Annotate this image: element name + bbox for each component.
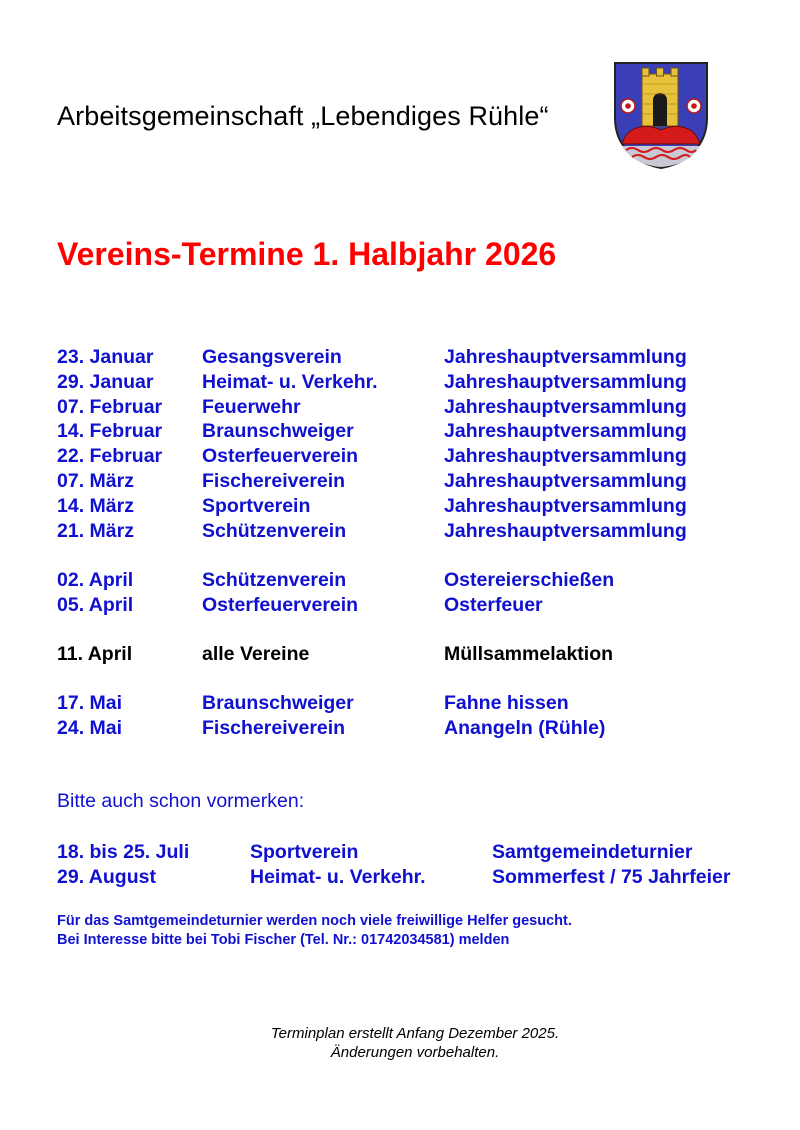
event-name: Jahreshauptversammlung [444, 370, 687, 393]
event-club: Feuerwehr [202, 395, 301, 418]
event-name: Fahne hissen [444, 692, 569, 714]
event-club: Osterfeuerverein [202, 445, 359, 468]
event-club: Braunschweiger [202, 692, 354, 714]
helper-note [57, 912, 572, 950]
event-club: Fischereiverein [202, 469, 346, 492]
event-date: 14. März [57, 494, 134, 517]
page-title: Vereins-Termine 1. Halbjahr 2026 [57, 236, 557, 272]
event-date: 17. Mai [57, 692, 123, 714]
footer-line: Änderungen vorbehalten. [330, 1044, 500, 1061]
event-name: Jahreshauptversammlung [444, 395, 687, 418]
event-date: 18. bis 25. Juli [57, 841, 190, 863]
event-club: Osterfeuerverein [202, 593, 359, 616]
event-date: 07. Februar [57, 395, 163, 418]
event-name: Anangeln (Rühle) [444, 716, 606, 739]
event-date: 29. Januar [57, 370, 154, 393]
event-name: Jahreshauptversammlung [444, 346, 687, 368]
event-date: 29. August [57, 865, 156, 888]
event-name: Jahreshauptversammlung [444, 445, 687, 468]
event-club: Heimat- u. Verkehr. [250, 865, 426, 888]
event-date: 05. April [57, 593, 134, 616]
event-date: 11. April [57, 643, 133, 665]
helper-note-line: Für das Samtgemeindeturnier werden noch viele freiwillige Helfer gesucht. [57, 913, 572, 929]
event-club: Sportverein [202, 494, 311, 517]
organization-title: Arbeitsgemeinschaft „Lebendiges Rühle“ [57, 101, 549, 131]
event-club: Heimat- u. Verkehr. [202, 370, 378, 393]
helper-note-line: Bei Interesse bitte bei Tobi Fischer (Tel. Nr.: 01742034581) melden [57, 932, 510, 948]
event-name: Jahreshauptversammlung [444, 519, 687, 542]
event-club: Braunschweiger [202, 420, 354, 443]
event-club: Sportverein [250, 841, 359, 863]
event-name: Samtgemeindeturnier [492, 841, 693, 863]
coat-of-arms-icon [612, 60, 710, 170]
event-date: 07. März [57, 469, 134, 492]
event-name: Müllsammelaktion [444, 643, 614, 665]
event-name: Osterfeuer [444, 593, 543, 616]
event-club: Gesangsverein [202, 346, 342, 368]
event-date: 23. Januar [57, 346, 154, 368]
event-club: Schützenverein [202, 519, 347, 542]
event-date: 24. Mai [57, 716, 123, 739]
event-club: Schützenverein [202, 569, 347, 591]
event-name: Jahreshauptversammlung [444, 494, 687, 517]
event-date: 21. März [57, 519, 134, 542]
event-date: 02. April [57, 569, 134, 591]
event-name: Ostereierschießen [444, 569, 615, 591]
event-club: alle Vereine [202, 643, 310, 665]
footer-line: Terminplan erstellt Anfang Dezember 2025. [270, 1025, 560, 1042]
event-date: 22. Februar [57, 445, 163, 468]
event-name: Jahreshauptversammlung [444, 420, 687, 443]
event-name: Jahreshauptversammlung [444, 469, 687, 492]
footer-note [230, 1024, 600, 1062]
event-name: Sommerfest / 75 Jahrfeier [492, 865, 731, 888]
event-club: Fischereiverein [202, 716, 346, 739]
event-date: 14. Februar [57, 420, 163, 443]
reminder-heading: Bitte auch schon vormerken: [57, 790, 305, 812]
